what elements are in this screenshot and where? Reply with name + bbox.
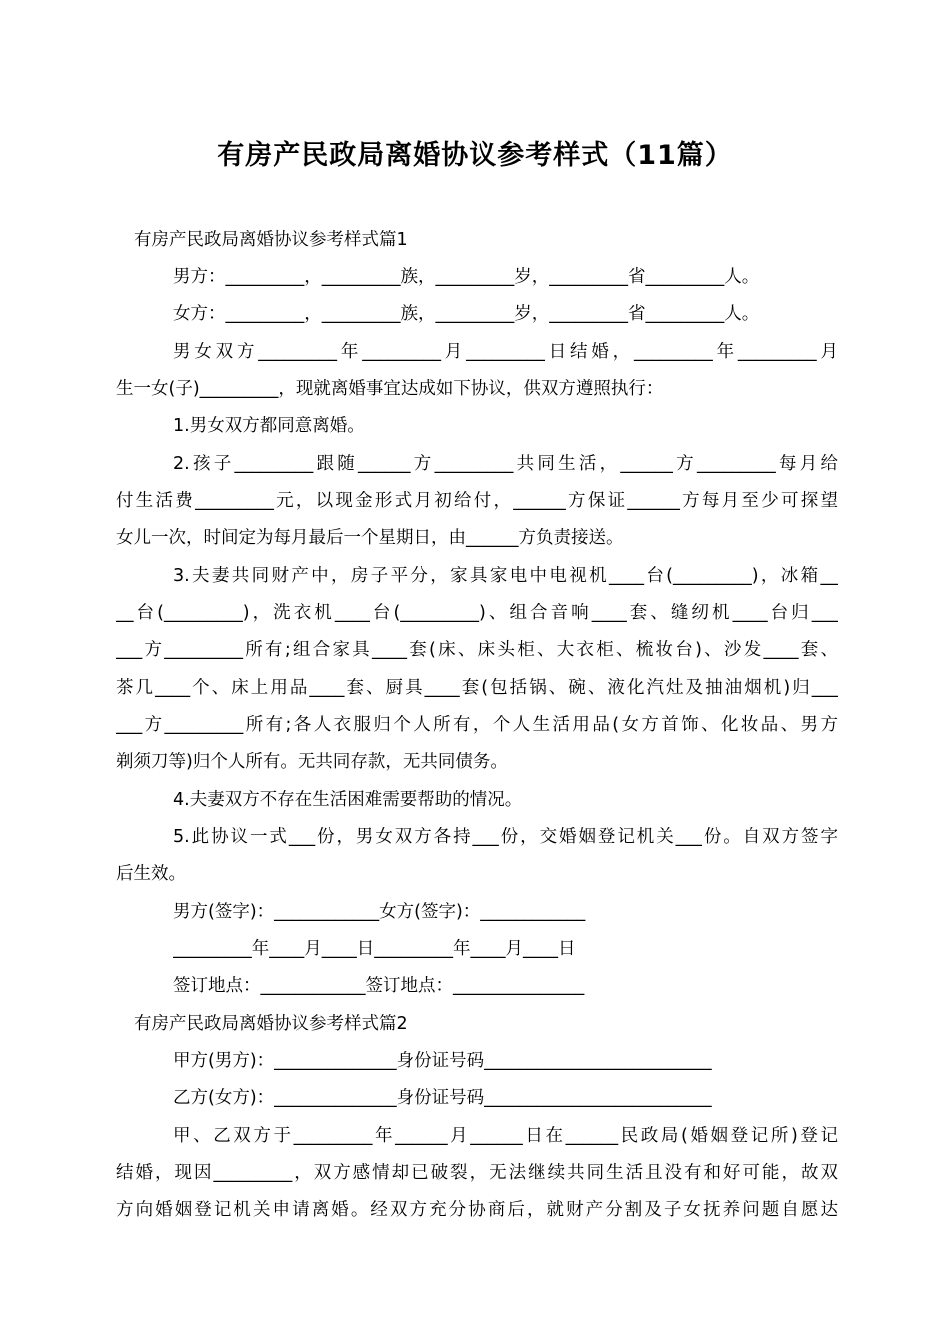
paragraph-line: 生一女(子)_________，现就离婚事宜达成如下协议，供双方遵照执行：: [116, 379, 664, 399]
paragraph-line: 甲、乙双方于_________年______月______日在______民政局(婚姻登记所)登记: [173, 1126, 838, 1146]
paragraph-line: 付生活费_________元，以现金形式月初给付，______方保证______方每月至少可探望: [116, 491, 838, 511]
paragraph-line: 结婚，现因_________，双方感情却已破裂，无法继续共同生活且没有和好可能，故双: [116, 1163, 838, 1183]
paragraph-line: 甲方(男方)：______________身份证号码__________________________: [173, 1051, 712, 1071]
paragraph-line: 1.男女双方都同意离婚。: [173, 416, 365, 436]
location-line: 签订地点：____________签订地点：_______________: [173, 976, 585, 996]
paragraph-line: 方向婚姻登记机关申请离婚。经双方充分协商后，就财产分割及子女抚养问题自愿达: [116, 1200, 838, 1220]
paragraph-line: 乙方(女方)：______________身份证号码__________________________: [173, 1088, 712, 1108]
paragraph-line: 剃须刀等)归个人所有。无共同存款，无共同债务。: [116, 752, 508, 772]
paragraph-line: 2.孩子_________跟随______方_________共同生活，______方_________每月给: [173, 454, 838, 474]
paragraph-line: 4.夫妻双方不存在生活困难需要帮助的情况。: [173, 790, 523, 810]
paragraph-line: 5.此协议一式___份，男女双方各持___份，交婚姻登记机关___份。自双方签字: [173, 827, 838, 847]
section-heading-1: 有房产民政局离婚协议参考样式篇1: [134, 230, 408, 250]
paragraph-line: 女方：_________，_________族，_________岁，_________省_________人。: [173, 304, 760, 324]
paragraph-line: ___方_________所有;各人衣服归个人所有，个人生活用品(女方首饰、化妆品、男方: [116, 715, 838, 735]
paragraph-line: 女儿一次，时间定为每月最后一个星期日，由______方负责接送。: [116, 528, 624, 548]
paragraph-line: 后生效。: [116, 864, 186, 884]
paragraph-line: 男方：_________，_________族，_________岁，_________省_________人。: [173, 267, 760, 287]
signature-line: 男方(签字)：____________女方(签字)：____________: [173, 902, 586, 922]
section-heading-2: 有房产民政局离婚协议参考样式篇2: [134, 1014, 408, 1034]
paragraph-line: 茶几____个、床上用品____套、厨具____套(包括锅、碗、液化汽灶及抽油烟机)归___: [116, 678, 838, 698]
paragraph-line: 3.夫妻共同财产中，房子平分，家具家电中电视机____台(_________)，冰箱__: [173, 566, 838, 586]
document-title: 有房产民政局离婚协议参考样式（11篇）: [217, 140, 733, 171]
date-line: _________年____月____日_________年____月____日: [173, 939, 576, 959]
paragraph-line: __台(_________)，洗衣机____台(_________)、组合音响____套、缝纫机____台归___: [116, 603, 838, 623]
paragraph-line: 男女双方_________年_________月_________日结婚，_________年_________月: [173, 342, 838, 362]
paragraph-line: ___方_________所有;组合家具____套(床、床头柜、大衣柜、梳妆台)、沙发____套、: [116, 640, 838, 660]
